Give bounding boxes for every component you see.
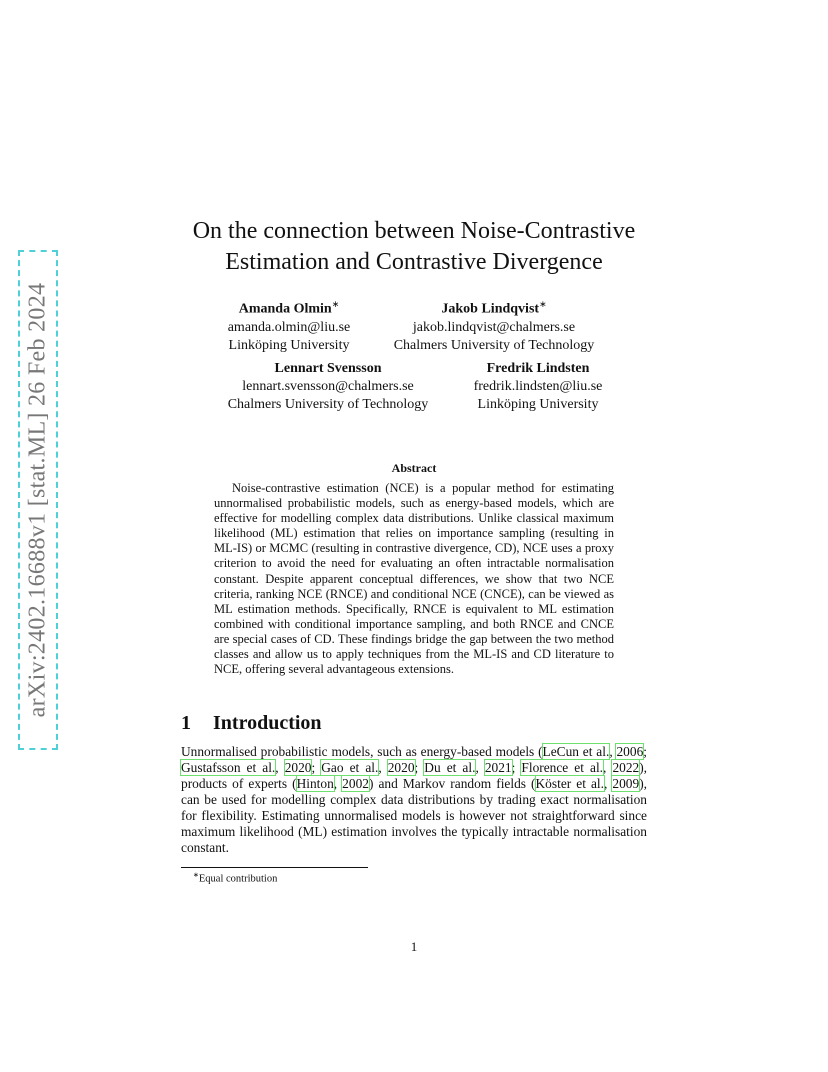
citation-link[interactable]: 2002 (342, 776, 369, 791)
citation-link[interactable]: 2009 (612, 776, 640, 791)
author-block (418, 360, 658, 414)
title-line-2: Estimation and Contrastive Divergence (225, 249, 603, 275)
introduction-paragraph: Unnormalised probabilistic models, such as energy-based models (LeCun et al., 2006; Gustafsson et al., 2020; Gao et al., 2020; Du et al., 2021; Florence et al., 2022), products of experts (Hinton, 2002) and Markov random fields (Köster et al., 2009), can be used for modelling complex data distributions by trading exact normalisation for flexibility. Estimating unnormalised models is however not straightforward since maximum likelihood (ML) estimation involves the typically intractable normalisation constant. (181, 744, 648, 855)
author-block (169, 295, 409, 355)
author-affiliation: Linköping University (228, 337, 350, 353)
citation-link[interactable]: Hinton (296, 776, 334, 791)
citation-link[interactable]: 2021 (484, 760, 512, 775)
footnote-text: Equal contribution (198, 873, 278, 885)
author-name: Lennart Svensson (274, 361, 382, 376)
paper-title (0, 216, 828, 278)
citation-link[interactable]: 2022 (612, 760, 640, 775)
intro-text: ), products of experts ( (181, 760, 648, 791)
author-email: lennart.svensson@chalmers.se (242, 379, 414, 394)
arxiv-id: arXiv:2402.16688v1 [stat.ML] 26 Feb 2024 (24, 282, 51, 718)
abstract-heading: Abstract (391, 461, 437, 475)
title-line-1: On the connection between Noise-Contrastive (192, 218, 636, 244)
citation-link[interactable]: Gao et al. (321, 760, 379, 775)
intro-text: ; (643, 744, 647, 759)
arxiv-stamp (18, 250, 58, 750)
intro-text: ; (414, 760, 425, 775)
author-affiliation: Linköping University (477, 397, 599, 412)
citation-link[interactable]: 2006 (616, 744, 644, 759)
author-name: Fredrik Lindsten (486, 361, 590, 376)
author-name: Amanda Olmin (238, 301, 332, 317)
author-email: fredrik.lindsten@liu.se (473, 379, 603, 394)
section-number: 1 (181, 712, 191, 734)
intro-text: ), can be used for modelling complex data distributions by trading exact normalisation for flexibility. Estimating unnormalised models is however not straightforward since maximum likelihood (ML) estimation involves the typically intractable normalisation constant. (181, 776, 647, 855)
section-title: Introduction (213, 712, 322, 734)
footnote-mark: ∗ (193, 871, 199, 879)
author-mark: ∗ (539, 299, 547, 309)
citation-link[interactable]: Gustafsson et al. (181, 760, 276, 775)
intro-text: ) and Markov random fields ( (368, 776, 536, 791)
citation-link[interactable]: Florence et al. (521, 760, 604, 775)
citation-link[interactable]: Du et al. (424, 760, 476, 775)
citation-link[interactable]: LeCun et al. (542, 744, 610, 759)
page-number: 1 (410, 939, 418, 954)
author-block (374, 295, 614, 355)
author-email: amanda.olmin@liu.se (227, 319, 351, 335)
intro-text: ; (511, 760, 522, 775)
author-mark: ∗ (331, 299, 340, 309)
author-name: Jakob Lindqvist (441, 301, 540, 317)
footnote (193, 871, 277, 885)
intro-text: ; (311, 760, 322, 775)
author-email: jakob.lindqvist@chalmers.se (412, 319, 576, 335)
citation-link[interactable]: 2020 (387, 760, 415, 775)
citation-link[interactable]: Köster et al. (535, 776, 604, 791)
citation-link[interactable]: 2020 (284, 760, 312, 775)
footnote-divider (181, 867, 368, 868)
author-block (208, 360, 448, 414)
section-heading (181, 712, 322, 735)
intro-text: Unnormalised probabilistic models, such as energy-based models ( (181, 744, 543, 759)
author-affiliation: Chalmers University of Technology (393, 337, 595, 353)
author-affiliation: Chalmers University of Technology (227, 397, 429, 412)
abstract-text: Noise-contrastive estimation (NCE) is a popular method for estimating unnormalised probabilistic models, such as energy-based models, which are effective for modelling complex data distributions. Unlike classical maximum likelihood (ML) estimation that relies on importance sampling (resulting in ML-IS) or MCMC (resulting in contrastive divergence, CD), NCE uses a proxy criterion to avoid the need for evaluating an often intractable normalisation constant. Despite apparent conceptual differences, we show that two NCE criteria, ranking NCE (RNCE) and conditional NCE (CNCE), can be viewed as ML estimation methods. Specifically, RNCE is equivalent to ML estimation combined with conditional importance sampling, and both RNCE and CNCE are special cases of CD. These findings bridge the gap between the two method classes and allow us to apply techniques from the ML-IS and CD literature to NCE, offering several advantageous extensions. (214, 481, 614, 677)
